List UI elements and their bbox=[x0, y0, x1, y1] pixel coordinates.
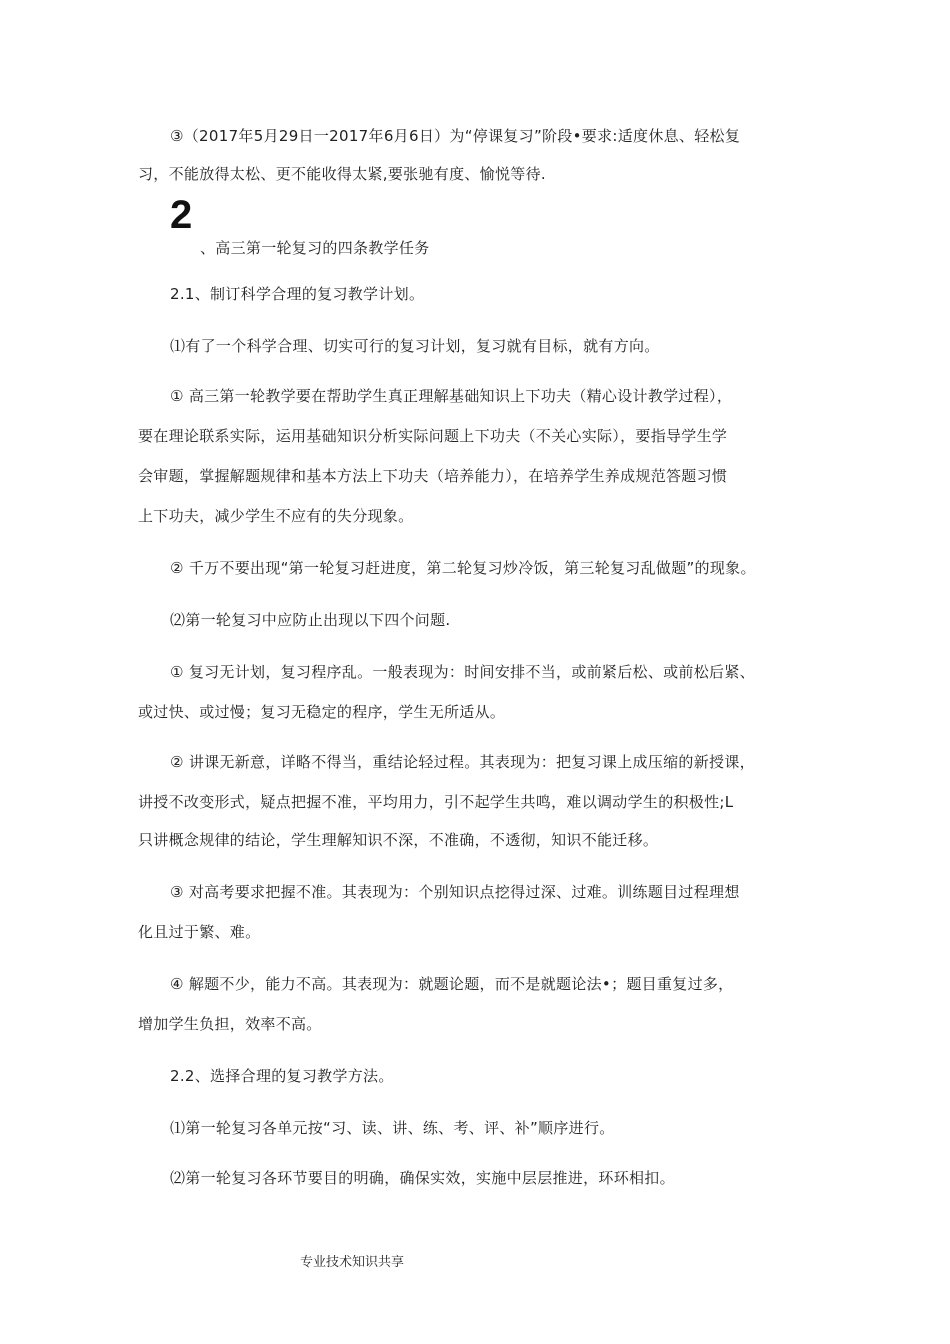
item-1-line-2: 要在理论联系实际，运用基础知识分析实际问题上下功夫（不关心实际），要指导学生学 bbox=[138, 427, 728, 445]
stage3-line-1: ③（2017年5月29日一2017年6月6日）为“停课复习”阶段•要求:适度休息、轻松复 bbox=[170, 127, 741, 145]
problem-3-line-2: 化且过于繁、难。 bbox=[138, 923, 261, 941]
problem-1-line-2: 或过快、或过慢；复习无稳定的程序，学生无所适从。 bbox=[138, 703, 506, 721]
section-2-number: 2 bbox=[170, 193, 193, 237]
problem-4-line-1: ④ 解题不少，能力不高。其表现为：就题论题，而不是就题论法•；题目重复过多， bbox=[170, 975, 734, 993]
item-1-line-1: ① 高三第一轮教学要在帮助学生真正理解基础知识上下功夫（精心设计教学过程）， bbox=[170, 387, 733, 405]
problem-3-line-1: ③ 对高考要求把握不准。其表现为：个别知识点挖得过深、过难。训练题目过程理想 bbox=[170, 883, 740, 901]
section-2-2-heading: 2.2、选择合理的复习教学方法。 bbox=[170, 1067, 394, 1085]
section-2-title: 、高三第一轮复习的四条教学任务 bbox=[200, 239, 430, 257]
stage3-line-2: 习，不能放得太松、更不能收得太紧,要张驰有度、愉悦等待. bbox=[138, 165, 546, 183]
page-footer: 专业技术知识共享 bbox=[300, 1255, 405, 1270]
problem-2-line-3: 只讲概念规律的结论，学生理解知识不深，不准确，不透彻，知识不能迁移。 bbox=[138, 831, 659, 849]
paragraph-stage-goals: ⑵第一轮复习各环节要目的明确，确保实效，实施中层层推进，环环相扣。 bbox=[170, 1169, 675, 1187]
section-2-1-heading: 2.1、制订科学合理的复习教学计划。 bbox=[170, 285, 425, 303]
item-1-line-3: 会审题，掌握解题规律和基本方法上下功夫（培养能力），在培养学生养成规范答题习惯 bbox=[138, 467, 728, 485]
item-2-line: ② 千万不要出现“第一轮复习赶进度，第二轮复习炒冷饭，第三轮复习乱做题”的现象。 bbox=[170, 559, 756, 577]
problem-2-line-2: 讲授不改变形式，疑点把握不准，平均用力，引不起学生共鸣，难以调动学生的积极性;L bbox=[138, 793, 734, 811]
paragraph-four-problems: ⑵第一轮复习中应防止出现以下四个问题. bbox=[170, 611, 451, 629]
paragraph-plan-goal: ⑴有了一个科学合理、切实可行的复习计划，复习就有目标，就有方向。 bbox=[170, 337, 660, 355]
paragraph-unit-order: ⑴第一轮复习各单元按“习、读、讲、练、考、评、补”顺序进行。 bbox=[170, 1119, 615, 1137]
problem-4-line-2: 增加学生负担，效率不高。 bbox=[138, 1015, 322, 1033]
item-1-line-4: 上下功夫，减少学生不应有的失分现象。 bbox=[138, 507, 414, 525]
problem-2-line-1: ② 讲课无新意，详略不得当，重结论轻过程。其表现为：把复习课上成压缩的新授课， bbox=[170, 753, 755, 771]
problem-1-line-1: ① 复习无计划，复习程序乱。一般表现为：时间安排不当，或前紧后松、或前松后紧、 bbox=[170, 663, 755, 681]
